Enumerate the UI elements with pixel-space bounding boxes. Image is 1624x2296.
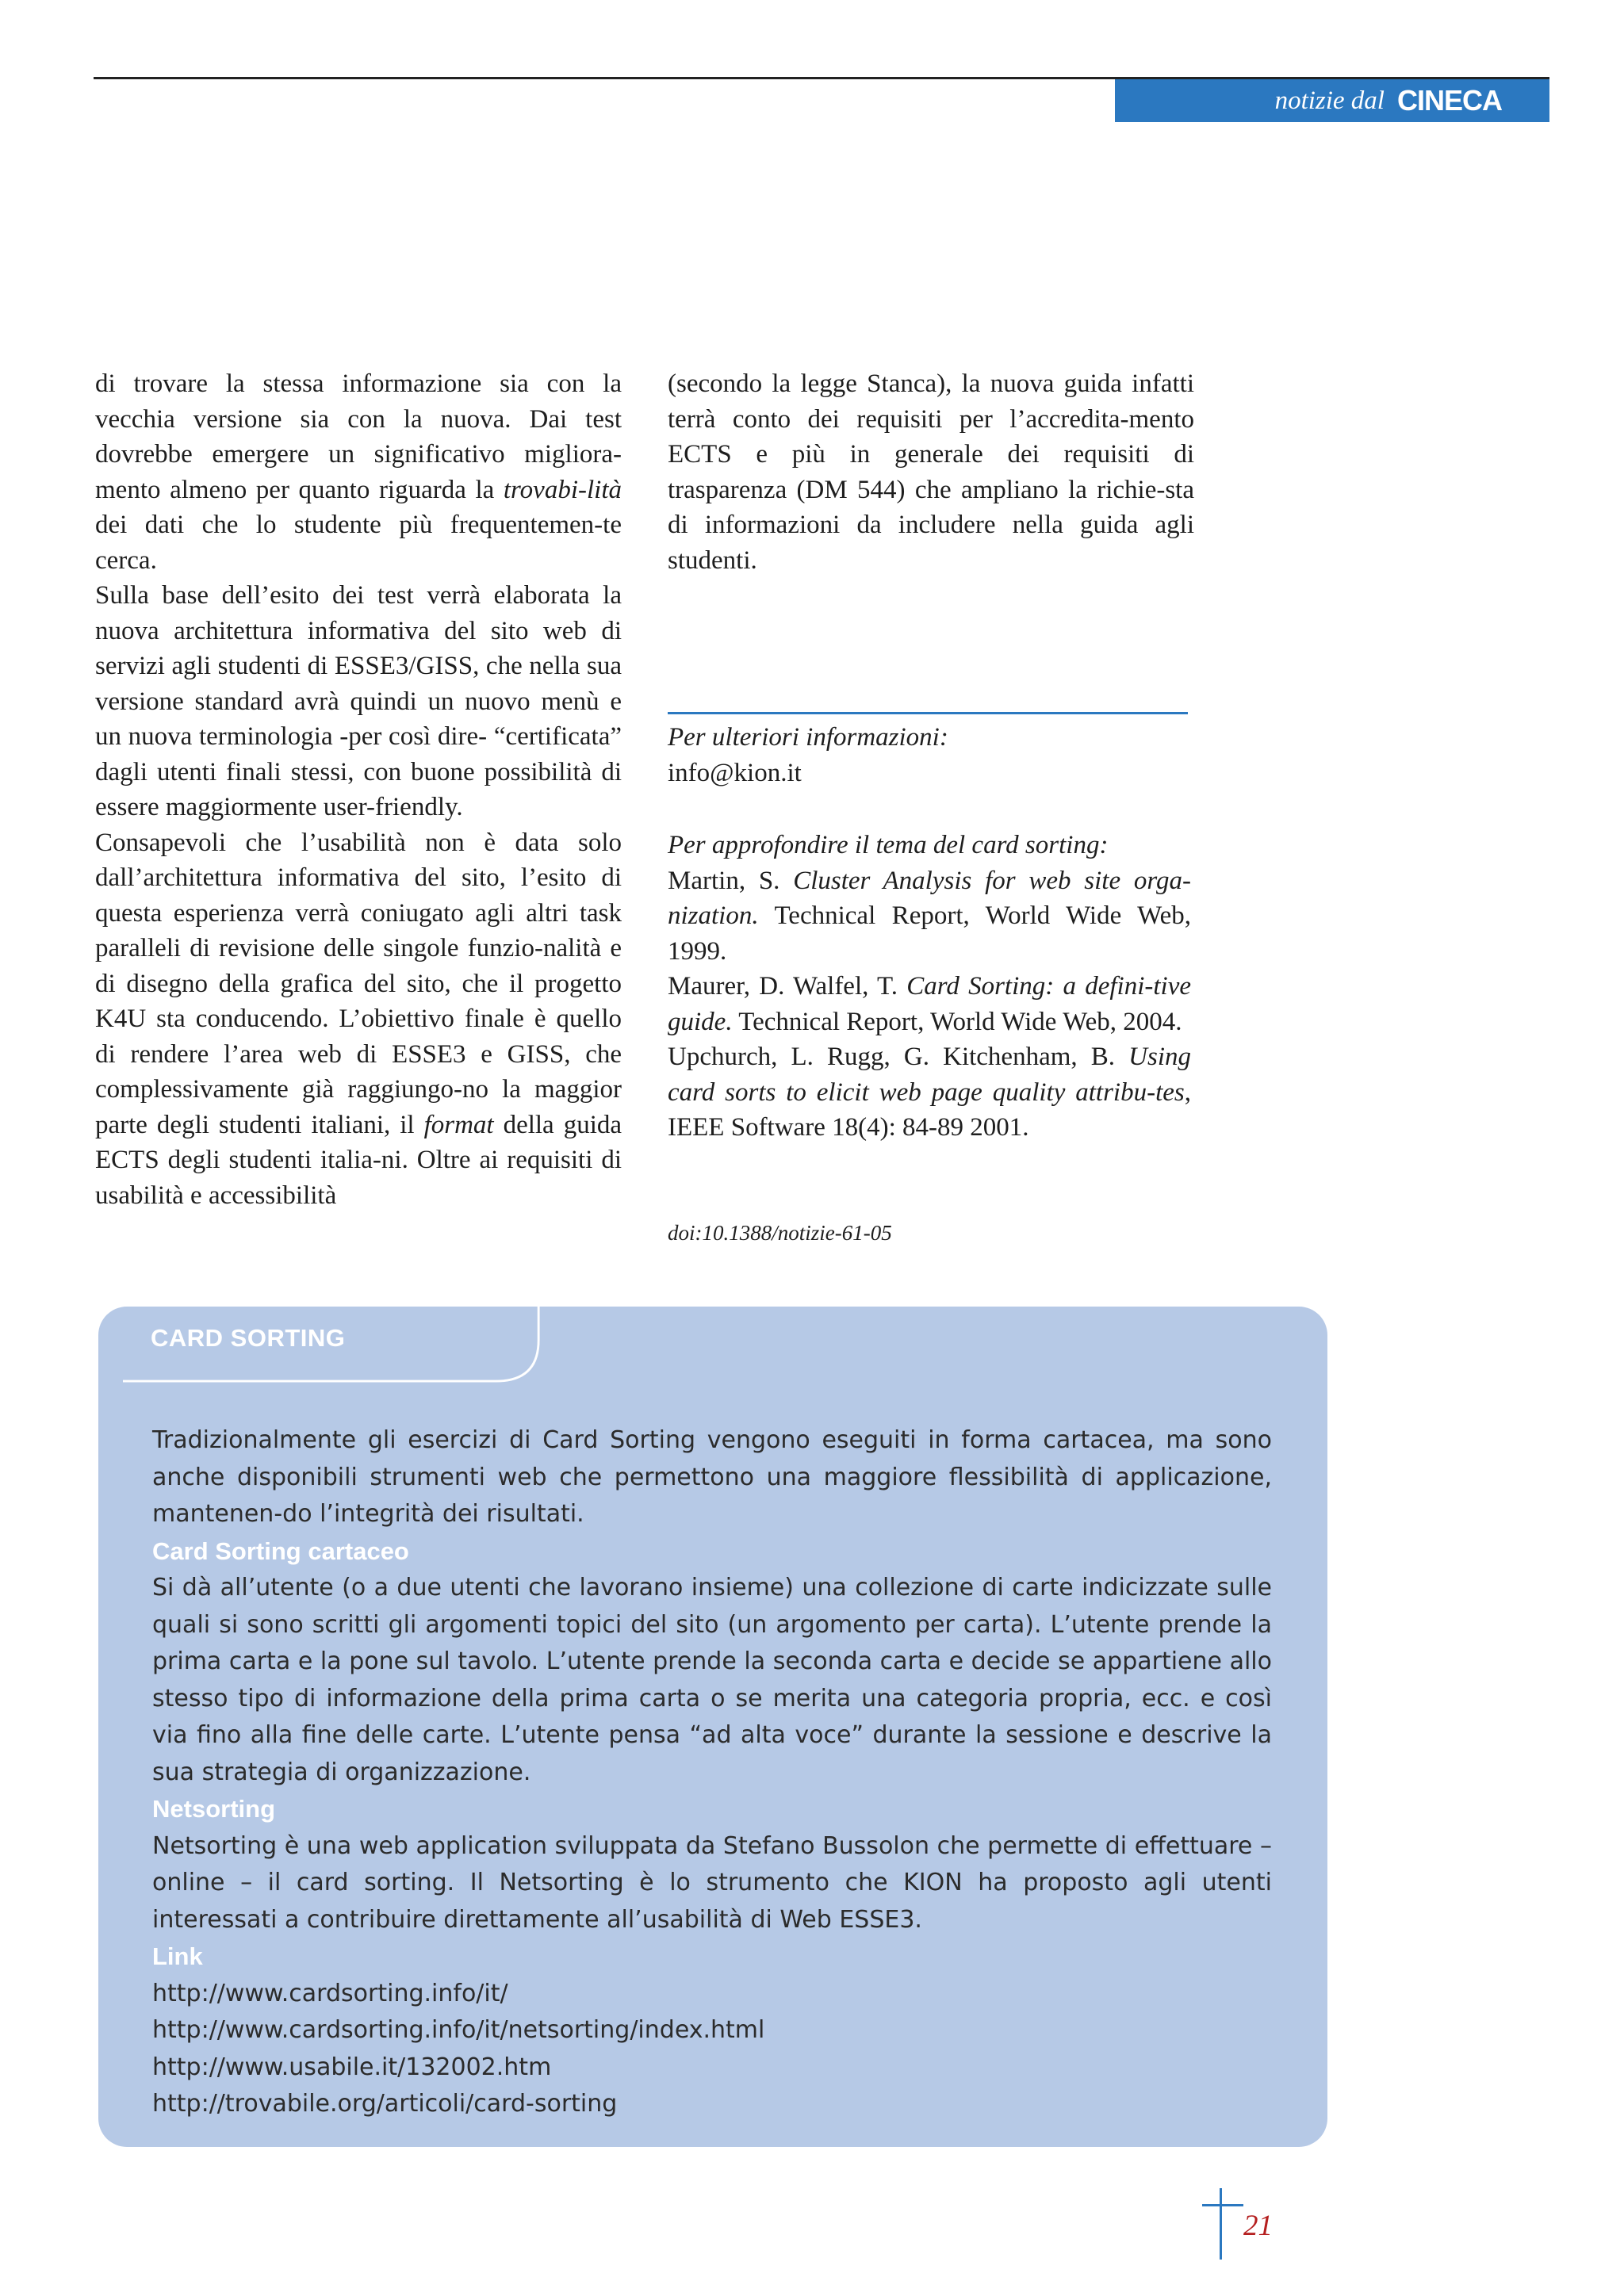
link[interactable]: http://www.cardsorting.info/it/netsorting/index.html	[152, 2016, 765, 2044]
doi: doi:10.1388/notizie-61-05	[668, 1221, 892, 1245]
box-paragraph: Netsorting è una web application sviluppata da Stefano Bussolon che permette di effettuare – online – il card sorting. Il Netsorting è lo strumento che KION ha proposto agli utenti interessati a contribuire direttamente all’usabilità di Web ESSE3.	[152, 1831, 1272, 1934]
paragraph: Sulla base dell’esito dei test verrà elaborata la nuova architettura informativa del sito web di servizi agli studenti di ESSE3/GISS, che nella sua versione standard avrà quindi un nuovo menù e un nuova terminologia -per così dire- “certificata” dagli utenti finali stessi, con buone possibilità di essere maggiormente user-friendly.	[95, 581, 622, 821]
refs-label: Per approfondire il tema del card sorting:	[668, 831, 1109, 859]
reference-item: Upchurch, L. Rugg, G. Kitchenham, B. Using card sorts to elicit web page quality attribu-tes, IEEE Software 18(4): 84-89 2001.	[668, 1043, 1191, 1142]
page-number-cross-horizontal	[1202, 2204, 1243, 2206]
info-email: info@kion.it	[668, 758, 802, 787]
reference-item: Martin, S. Cluster Analysis for web site orga-nization. Technical Report, World Wide Web, 1999.	[668, 866, 1191, 966]
paragraph: (secondo la legge Stanca), la nuova guida infatti terrà conto dei requisiti per l’accredita-mento ECTS e più in generale dei requisiti di trasparenza (DM 544) che ampliano la richie-sta di informazioni da includere nella guida agli studenti.	[668, 369, 1194, 575]
link[interactable]: http://www.cardsorting.info/it/	[152, 1979, 508, 2007]
page-number-cross-vertical	[1220, 2188, 1222, 2260]
left-column	[95, 366, 622, 1213]
header-prefix: notizie dal	[1274, 86, 1385, 115]
box-intro: Tradizionalmente gli esercizi di Card Sorting vengono eseguiti in forma cartacea, ma sono anche disponibili strumenti web che permettono una maggiore flessibilità di applicazione, mantenen-do l’integrità dei risultati.	[152, 1426, 1272, 1528]
box-subheading: Card Sorting cartaceo	[152, 1536, 409, 1565]
box-title: CARD SORTING	[151, 1324, 346, 1352]
paragraph: Consapevoli che l’usabilità non è data solo dall’architettura informativa del sito, l’esito di questa esperienza verrà coniugato agli altri task paralleli di revisione delle singole funzio-nalità e di disegno della grafica del sito, che il progetto K4U sta conducendo. L’obiettivo finale è quello di rendere l’area web di ESSE3 e GISS, che complessivamente già raggiungo-no la maggior parte degli studenti italiani, il format della guida ECTS degli studenti italia-ni. Oltre ai requisiti di usabilità e accessibilità	[95, 828, 622, 1210]
box-paragraph: Si dà all’utente (o a due utenti che lavorano insieme) una collezione di carte indicizzate sulle quali si sono scritti gli argomenti topici del sito (un argomento per carta). L’utente prende la prima carta e la pone sul tavolo. L’utente prende la seconda carta e decide se appartiene allo stesso tipo di informazione della prima carta o se merita una categoria propria, ecc. e così via fino alla fine delle carte. L’utente pensa “ad alta voce” durante la sessione e descrive la sua strategia di organizzazione.	[152, 1574, 1272, 1786]
paragraph: di trovare la stessa informazione sia con la vecchia versione sia con la nuova. Dai test dovrebbe emergere un significativo migliora-mento almeno per quanto riguarda la trovabi-lità dei dati che lo studente più frequentemen-te cerca.	[95, 369, 622, 575]
card-sorting-box	[98, 1307, 1327, 2147]
header-band	[1115, 79, 1549, 122]
box-subheading: Link	[152, 1942, 203, 1970]
link[interactable]: http://www.usabile.it/132002.htm	[152, 2053, 552, 2081]
references	[668, 828, 1191, 1146]
box-body	[152, 1422, 1272, 2123]
right-column	[668, 366, 1194, 578]
box-subheading: Netsorting	[152, 1795, 275, 1823]
link[interactable]: http://trovabile.org/articoli/card-sorting	[152, 2090, 618, 2118]
reference-item: Maurer, D. Walfel, T. Card Sorting: a defini-tive guide. Technical Report, World Wide Web, 2004.	[668, 972, 1191, 1036]
header-brand: CINECA	[1396, 84, 1502, 117]
info-rule	[668, 712, 1188, 714]
info-block	[668, 720, 1191, 790]
page-number: 21	[1243, 2210, 1273, 2242]
info-label: Per ulteriori informazioni:	[668, 723, 948, 752]
